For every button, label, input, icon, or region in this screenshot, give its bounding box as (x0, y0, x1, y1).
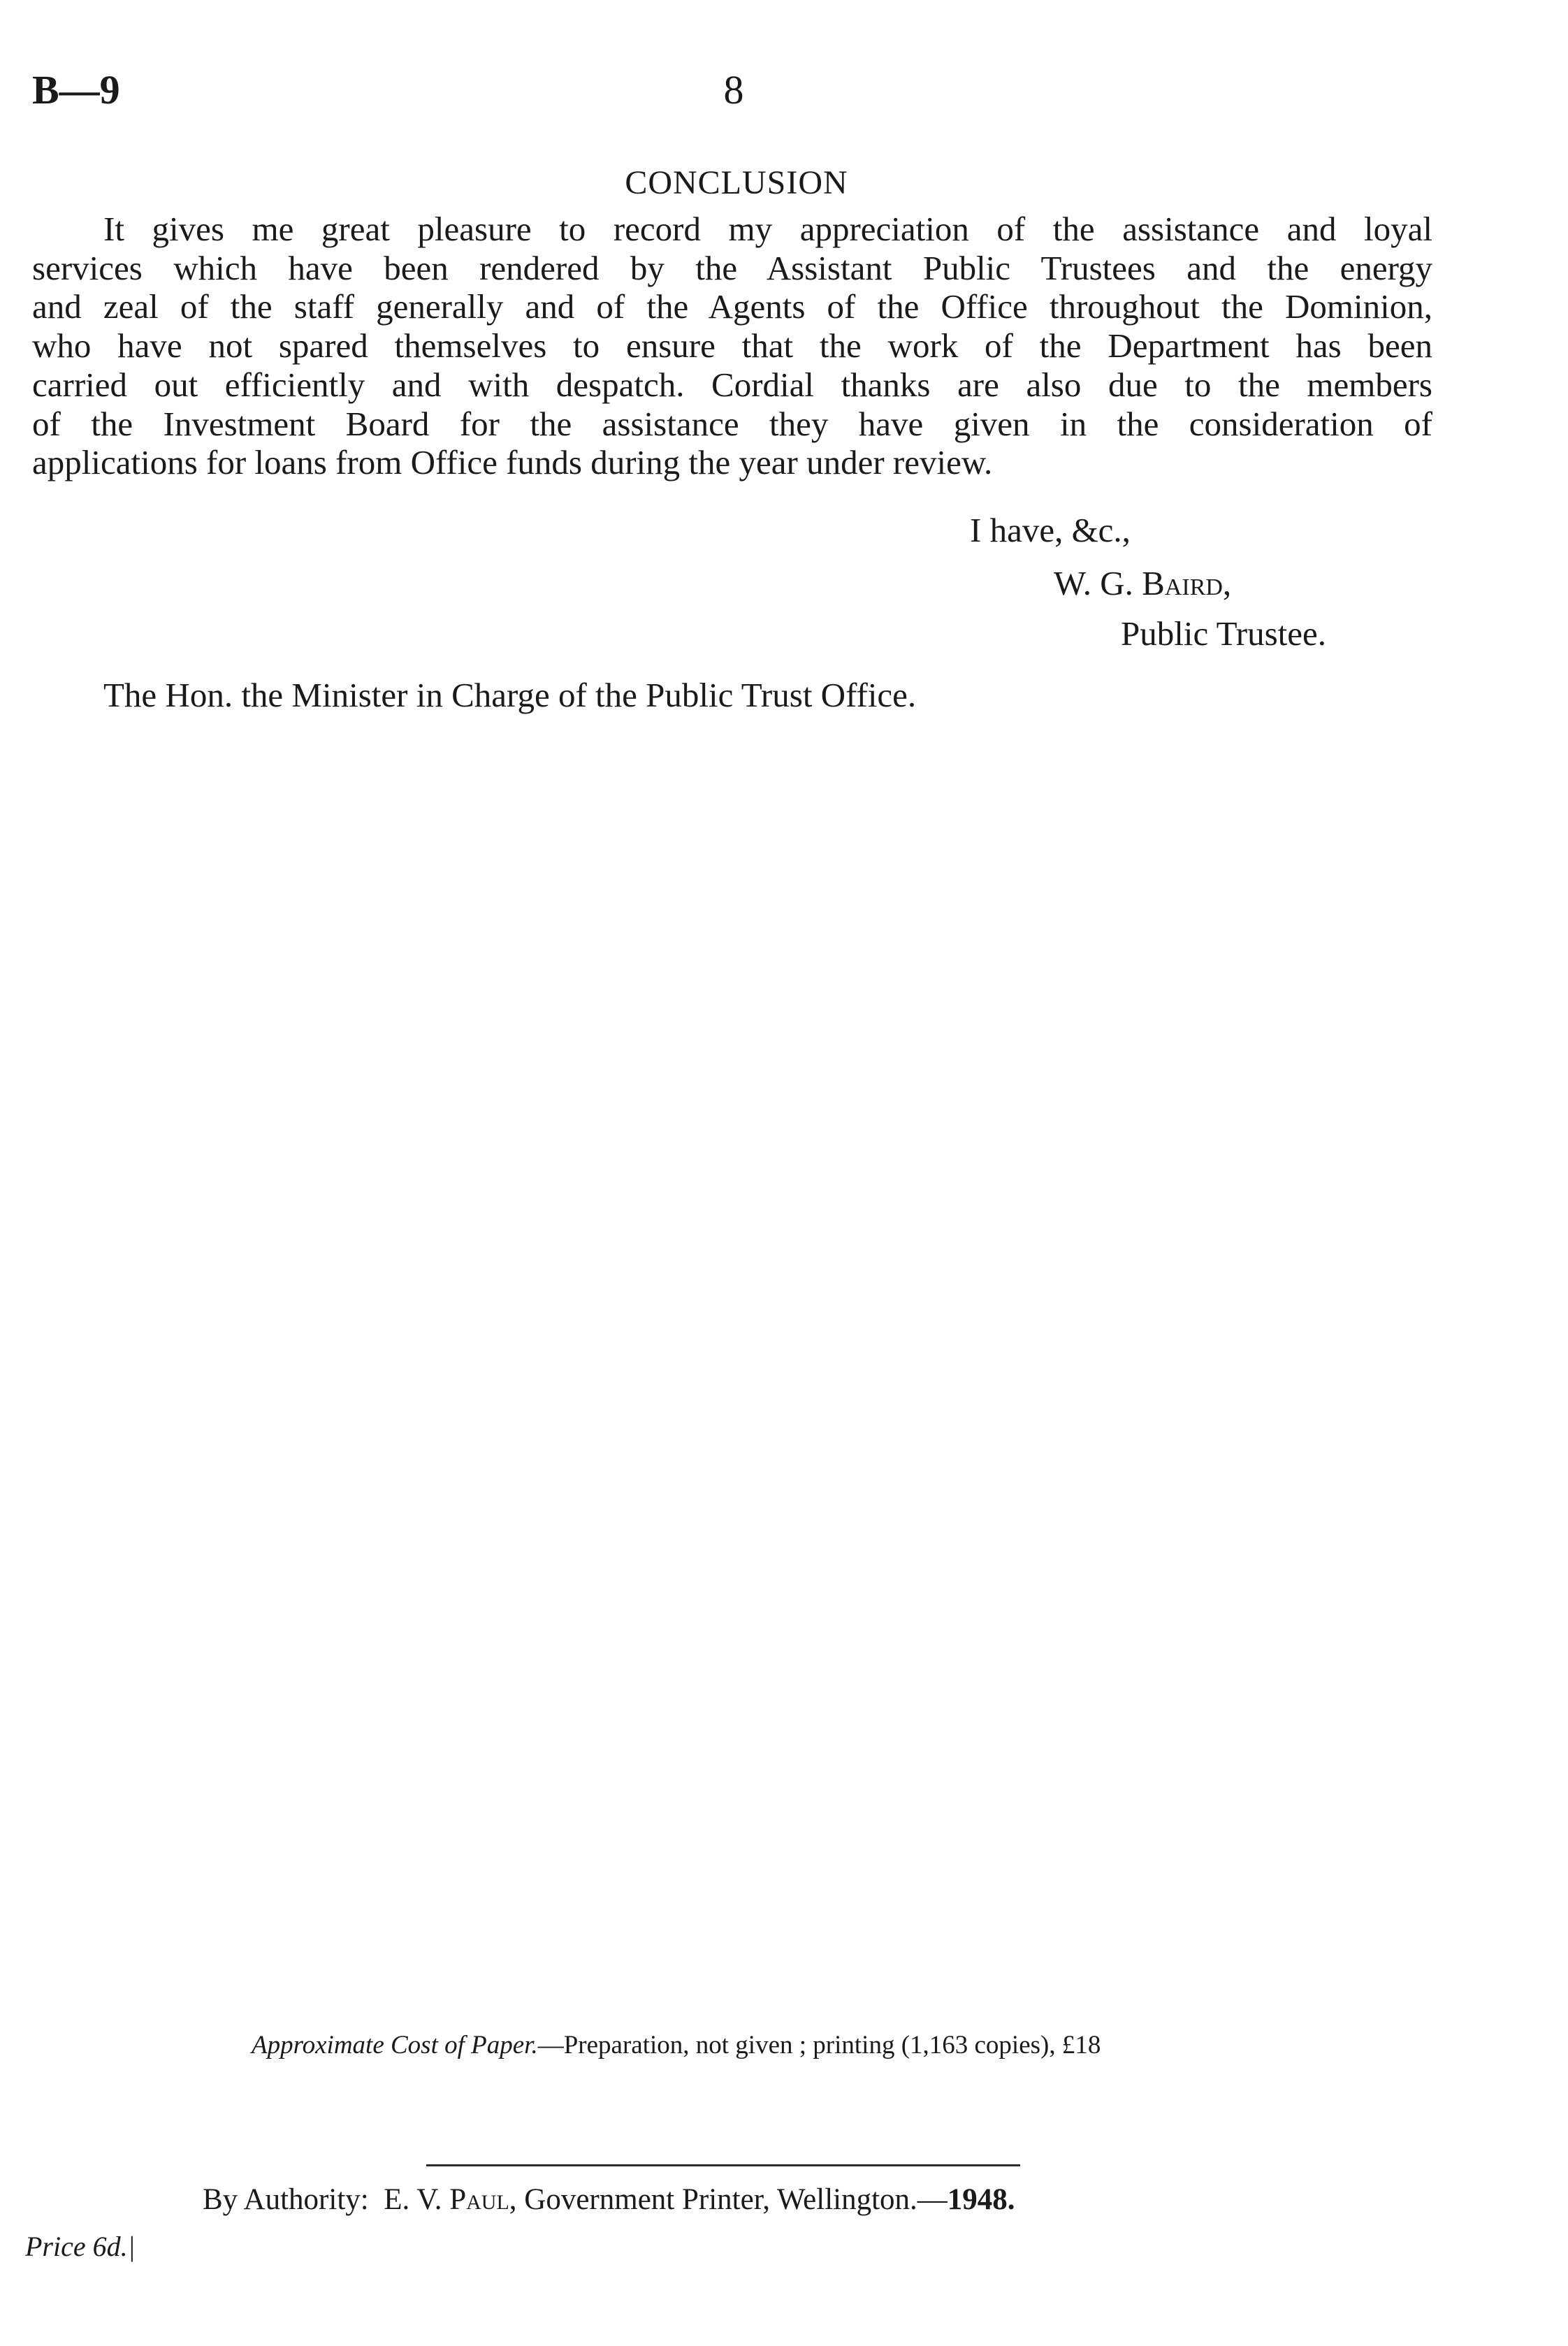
imprint-prefix: By Authority: (203, 2183, 384, 2216)
printer-name: E. V. Paul, (384, 2183, 517, 2216)
imprint-middle: Government Printer, Wellington.— (516, 2183, 948, 2216)
cost-of-paper-note (252, 2032, 1101, 2058)
section-heading: CONCLUSION (625, 164, 848, 201)
paragraph-line: of the Investment Board for the assistance they have given in the consideration of (32, 404, 1432, 443)
paragraph-line: who have not spared themselves to ensure that the work of the Department has been (32, 326, 1432, 365)
signature-closing: I have, &c., (970, 511, 1131, 549)
paragraph-line: applications for loans from Office funds during the year under review. (32, 443, 993, 482)
signature-title: Public Trustee. (1121, 614, 1327, 653)
paragraph-line: It gives me great pleasure to record my appreciation of the assistance and loyal (103, 210, 1432, 248)
cost-text: —Preparation, not given ; printing (1,163 copies), £18 (537, 2031, 1101, 2059)
paragraph-line: and zeal of the staff generally and of the Agents of the Office throughout the Dominion, (32, 287, 1432, 326)
price-label: Price 6d.| (25, 2231, 136, 2262)
addressee: The Hon. the Minister in Charge of the Public Trust Office. (103, 676, 917, 714)
footer-divider (426, 2164, 1020, 2166)
paragraph-line: services which have been rendered by the Assistant Public Trustees and the energy (32, 248, 1432, 287)
imprint-year: 1948. (947, 2183, 1015, 2216)
signature-name: W. G. Baird, (1054, 564, 1232, 602)
body-paragraph (32, 210, 1432, 482)
page-number: 8 (723, 67, 744, 113)
paragraph-line: carried out efficiently and with despatch. Cordial thanks are also due to the members (32, 365, 1432, 404)
printer-imprint (203, 2185, 1015, 2215)
page-id: B—9 (32, 67, 120, 113)
cost-label: Approximate Cost of Paper. (252, 2031, 538, 2059)
